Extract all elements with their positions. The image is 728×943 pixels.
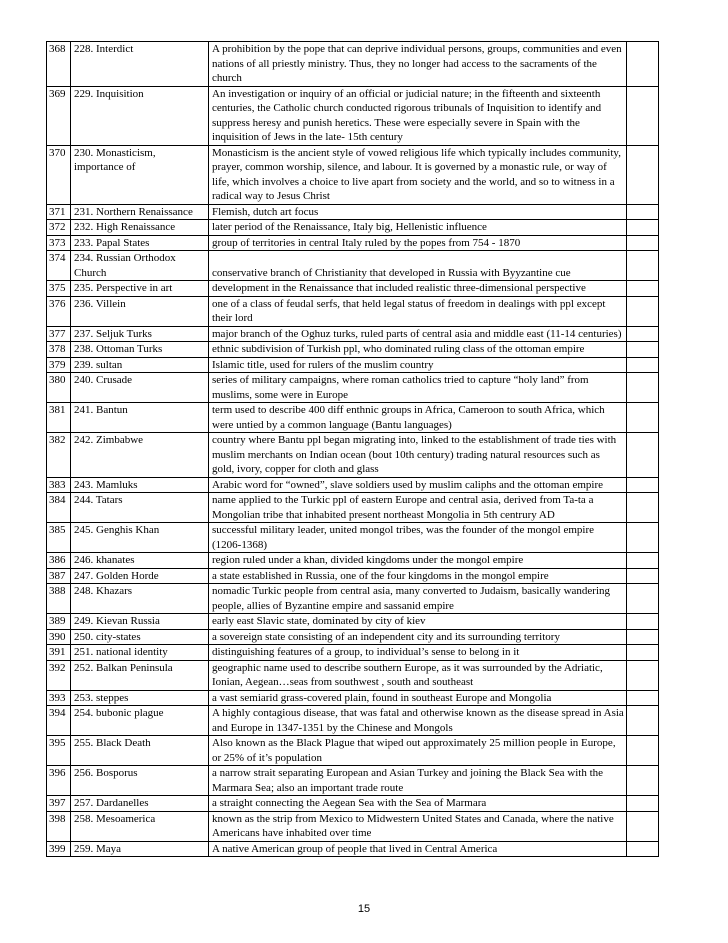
table-row — [47, 568, 659, 584]
empty-cell — [627, 690, 659, 706]
definition-cell: term used to describe 400 diff enthnic groups in Africa, Cameroon to south Africa, which were untied by a common language (Bantu languages) — [209, 403, 627, 433]
row-number: 368 — [47, 42, 71, 87]
term-cell: 232. High Renaissance — [71, 220, 209, 236]
row-number: 387 — [47, 568, 71, 584]
table-row — [47, 281, 659, 297]
term-cell: 258. Mesoamerica — [71, 811, 209, 841]
empty-cell — [627, 766, 659, 796]
empty-cell — [627, 251, 659, 281]
term-cell: 243. Mamluks — [71, 477, 209, 493]
row-number: 373 — [47, 235, 71, 251]
definition-cell: Monasticism is the ancient style of vowed religious life which typically includes community, prayer, common worship, silence, and labour. It is governed by a monastic rule, or way of life, which involves a choice to live apart from society and the world, and so to witness in a radical way to Jesus Christ — [209, 145, 627, 204]
definition-cell: ethnic subdivision of Turkish ppl, who dominated ruling class of the ottoman empire — [209, 342, 627, 358]
glossary-table-body — [47, 42, 659, 857]
empty-cell — [627, 629, 659, 645]
table-row — [47, 660, 659, 690]
term-cell: 236. Villein — [71, 296, 209, 326]
row-number: 395 — [47, 736, 71, 766]
definition-cell: geographic name used to describe southern Europe, as it was surrounded by the Adriatic, Ionian, Aegean…seas from southwest , south and southeast — [209, 660, 627, 690]
term-cell: 242. Zimbabwe — [71, 433, 209, 478]
definition-cell: region ruled under a khan, divided kingdoms under the mongol empire — [209, 553, 627, 569]
row-number: 397 — [47, 796, 71, 812]
definition-cell: distinguishing features of a group, to individual’s sense to belong in it — [209, 645, 627, 661]
empty-cell — [627, 553, 659, 569]
row-number: 369 — [47, 86, 71, 145]
definition-cell: later period of the Renaissance, Italy big, Hellenistic influence — [209, 220, 627, 236]
table-row — [47, 433, 659, 478]
definition-cell: name applied to the Turkic ppl of eastern Europe and central asia, derived from Ta-ta a Mongolian tribe that inhabited present northeast Mongolia in 5th centrury AD — [209, 493, 627, 523]
empty-cell — [627, 342, 659, 358]
term-cell: 245. Genghis Khan — [71, 523, 209, 553]
table-row — [47, 584, 659, 614]
definition-cell: Flemish, dutch art focus — [209, 204, 627, 220]
empty-cell — [627, 645, 659, 661]
term-cell: 237. Seljuk Turks — [71, 326, 209, 342]
term-cell: 254. bubonic plague — [71, 706, 209, 736]
row-number: 377 — [47, 326, 71, 342]
row-number: 393 — [47, 690, 71, 706]
term-cell: 228. Interdict — [71, 42, 209, 87]
term-cell: 239. sultan — [71, 357, 209, 373]
definition-cell: early east Slavic state, dominated by city of kiev — [209, 614, 627, 630]
table-row — [47, 220, 659, 236]
table-row — [47, 326, 659, 342]
definition-cell: nomadic Turkic people from central asia, many converted to Judaism, basically wandering people, allies of Byzantine empire and sassanid empire — [209, 584, 627, 614]
empty-cell — [627, 403, 659, 433]
table-row — [47, 342, 659, 358]
table-row — [47, 796, 659, 812]
row-number: 374 — [47, 251, 71, 281]
term-cell: 255. Black Death — [71, 736, 209, 766]
row-number: 384 — [47, 493, 71, 523]
row-number: 385 — [47, 523, 71, 553]
empty-cell — [627, 477, 659, 493]
row-number: 394 — [47, 706, 71, 736]
empty-cell — [627, 614, 659, 630]
term-cell: 235. Perspective in art — [71, 281, 209, 297]
empty-cell — [627, 220, 659, 236]
table-row — [47, 86, 659, 145]
term-cell: 251. national identity — [71, 645, 209, 661]
table-row — [47, 645, 659, 661]
definition-cell: a narrow strait separating European and Asian Turkey and joining the Black Sea with the Marmara Sea; also an important trade route — [209, 766, 627, 796]
row-number: 390 — [47, 629, 71, 645]
definition-cell: group of territories in central Italy ruled by the popes from 754 - 1870 — [209, 235, 627, 251]
table-row — [47, 357, 659, 373]
empty-cell — [627, 736, 659, 766]
glossary-sheet — [46, 41, 655, 857]
table-row — [47, 706, 659, 736]
row-number: 382 — [47, 433, 71, 478]
row-number: 370 — [47, 145, 71, 204]
table-row — [47, 235, 659, 251]
term-cell: 233. Papal States — [71, 235, 209, 251]
term-cell: 230. Monasticism, importance of — [71, 145, 209, 204]
row-number: 388 — [47, 584, 71, 614]
row-number: 372 — [47, 220, 71, 236]
definition-cell: series of military campaigns, where roman catholics tried to capture “holy land” from muslims, some were in Europe — [209, 373, 627, 403]
definition-cell: major branch of the Oghuz turks, ruled parts of central asia and middle east (11-14 centuries) — [209, 326, 627, 342]
term-cell: 244. Tatars — [71, 493, 209, 523]
term-cell: 257. Dardanelles — [71, 796, 209, 812]
term-cell: 247. Golden Horde — [71, 568, 209, 584]
table-row — [47, 373, 659, 403]
table-row — [47, 204, 659, 220]
definition-cell: Islamic title, used for rulers of the muslim country — [209, 357, 627, 373]
definition-cell: country where Bantu ppl began migrating into, linked to the establishment of trade ties with muslim merchants on Indian ocean (bout 10th century) trading natural resources such as gold, ivory, copper for cloth and glass — [209, 433, 627, 478]
term-cell: 248. Khazars — [71, 584, 209, 614]
table-row — [47, 403, 659, 433]
empty-cell — [627, 811, 659, 841]
definition-cell: a sovereign state consisting of an independent city and its surrounding territory — [209, 629, 627, 645]
empty-cell — [627, 493, 659, 523]
table-row — [47, 629, 659, 645]
empty-cell — [627, 42, 659, 87]
term-cell: 253. steppes — [71, 690, 209, 706]
empty-cell — [627, 204, 659, 220]
empty-cell — [627, 235, 659, 251]
empty-cell — [627, 841, 659, 857]
table-row — [47, 42, 659, 87]
page-number: 15 — [357, 903, 371, 915]
empty-cell — [627, 523, 659, 553]
empty-cell — [627, 281, 659, 297]
empty-cell — [627, 145, 659, 204]
empty-cell — [627, 357, 659, 373]
empty-cell — [627, 86, 659, 145]
definition-cell: development in the Renaissance that included realistic three-dimensional perspective — [209, 281, 627, 297]
row-number: 378 — [47, 342, 71, 358]
term-cell: 241. Bantun — [71, 403, 209, 433]
row-number: 380 — [47, 373, 71, 403]
term-cell: 238. Ottoman Turks — [71, 342, 209, 358]
table-row — [47, 841, 659, 857]
empty-cell — [627, 433, 659, 478]
definition-cell: A native American group of people that lived in Central America — [209, 841, 627, 857]
definition-cell: a straight connecting the Aegean Sea with the Sea of Marmara — [209, 796, 627, 812]
term-cell: 240. Crusade — [71, 373, 209, 403]
term-cell: 259. Maya — [71, 841, 209, 857]
row-number: 375 — [47, 281, 71, 297]
term-cell: 246. khanates — [71, 553, 209, 569]
term-cell: 256. Bosporus — [71, 766, 209, 796]
definition-cell: conservative branch of Christianity that developed in Russia with Byyzantine cue — [209, 251, 627, 281]
empty-cell — [627, 796, 659, 812]
empty-cell — [627, 584, 659, 614]
row-number: 381 — [47, 403, 71, 433]
glossary-table — [46, 41, 659, 857]
empty-cell — [627, 326, 659, 342]
row-number: 376 — [47, 296, 71, 326]
table-row — [47, 477, 659, 493]
table-row — [47, 736, 659, 766]
row-number: 398 — [47, 811, 71, 841]
row-number: 392 — [47, 660, 71, 690]
table-row — [47, 251, 659, 281]
empty-cell — [627, 296, 659, 326]
table-row — [47, 690, 659, 706]
term-cell: 231. Northern Renaissance — [71, 204, 209, 220]
term-cell: 249. Kievan Russia — [71, 614, 209, 630]
table-row — [47, 523, 659, 553]
empty-cell — [627, 373, 659, 403]
term-cell: 252. Balkan Peninsula — [71, 660, 209, 690]
row-number: 386 — [47, 553, 71, 569]
term-cell: 250. city-states — [71, 629, 209, 645]
empty-cell — [627, 660, 659, 690]
definition-cell: successful military leader, united mongol tribes, was the founder of the mongol empire (1206-1368) — [209, 523, 627, 553]
row-number: 379 — [47, 357, 71, 373]
table-row — [47, 296, 659, 326]
definition-cell: one of a class of feudal serfs, that held legal status of freedom in dealings with ppl except their lord — [209, 296, 627, 326]
definition-cell: A prohibition by the pope that can deprive individual persons, groups, communities and even nations of all priestly ministry. Thus, they no longer had access to the sacraments of the church — [209, 42, 627, 87]
definition-cell: a state established in Russia, one of the four kingdoms in the mongol empire — [209, 568, 627, 584]
row-number: 383 — [47, 477, 71, 493]
row-number: 399 — [47, 841, 71, 857]
row-number: 389 — [47, 614, 71, 630]
definition-cell: known as the strip from Mexico to Midwestern United States and Canada, where the native Americans have inhabited over time — [209, 811, 627, 841]
row-number: 391 — [47, 645, 71, 661]
definition-cell: Arabic word for “owned”, slave soldiers used by muslim caliphs and the ottoman empire — [209, 477, 627, 493]
table-row — [47, 811, 659, 841]
definition-cell: Also known as the Black Plague that wiped out approximately 25 million people in Europe, or 25% of it’s population — [209, 736, 627, 766]
table-row — [47, 493, 659, 523]
empty-cell — [627, 568, 659, 584]
row-number: 396 — [47, 766, 71, 796]
table-row — [47, 766, 659, 796]
definition-cell: A highly contagious disease, that was fatal and otherwise known as the disease spread in Asia and Europe in 1347-1351 by the Chinese and Mongols — [209, 706, 627, 736]
empty-cell — [627, 706, 659, 736]
term-cell: 229. Inquisition — [71, 86, 209, 145]
table-row — [47, 553, 659, 569]
term-cell: 234. Russian Orthodox Church — [71, 251, 209, 281]
row-number: 371 — [47, 204, 71, 220]
definition-cell: An investigation or inquiry of an official or judicial nature; in the fifteenth and sixteenth centuries, the Catholic church conducted rigorous tribunals of Inquisition to identify and suppress heresy and punish heretics. These were especially severe in Spain with the inquisition of Jews in the late- 15th century — [209, 86, 627, 145]
table-row — [47, 614, 659, 630]
definition-cell: a vast semiarid grass-covered plain, found in southeast Europe and Mongolia — [209, 690, 627, 706]
table-row — [47, 145, 659, 204]
